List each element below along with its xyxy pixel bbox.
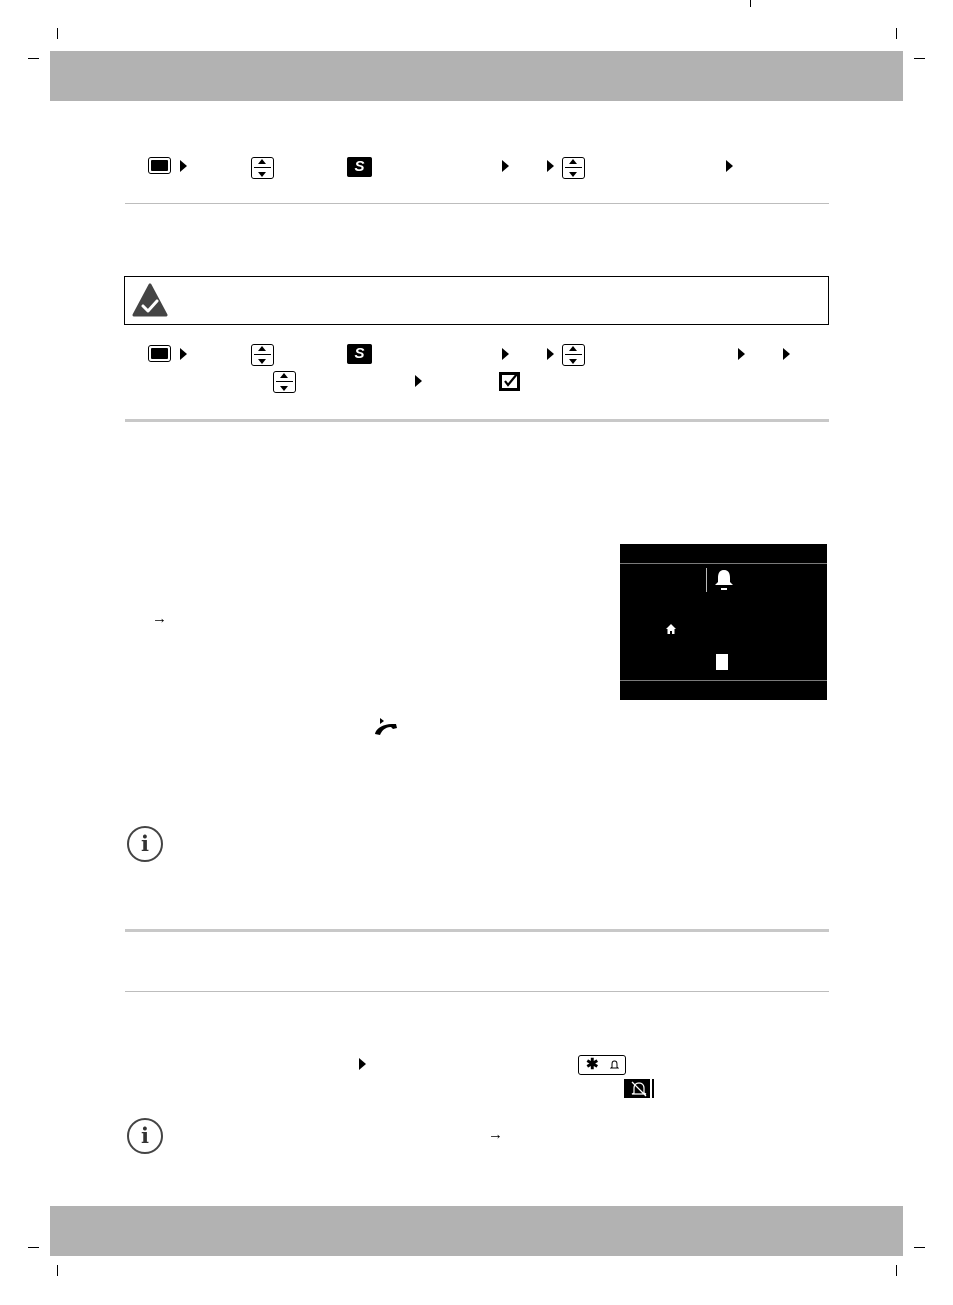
triangle-right-icon	[180, 348, 187, 360]
navigation-key-up-down-icon	[273, 371, 296, 393]
triangle-right-icon	[180, 160, 187, 172]
crop-mark	[896, 28, 897, 39]
settings-s-symbol-icon: S	[347, 157, 372, 177]
triangle-right-icon	[547, 348, 554, 360]
note-box	[124, 276, 829, 325]
checkmark-badge-icon	[132, 283, 168, 319]
end-call-receiver-icon	[372, 716, 400, 738]
triangle-right-icon	[359, 1058, 366, 1070]
header-band	[50, 51, 903, 101]
info-icon: i	[127, 826, 163, 862]
triangle-right-icon	[726, 160, 733, 172]
display-divider	[706, 568, 707, 592]
checkbox-checked-icon	[498, 371, 521, 392]
crop-mark	[57, 28, 58, 39]
home-icon	[665, 623, 677, 635]
crop-mark	[896, 1265, 897, 1276]
battery-icon	[716, 654, 728, 670]
navigation-key-up-down-icon	[251, 344, 274, 366]
crop-mark	[57, 1265, 58, 1276]
footer-band	[50, 1206, 903, 1256]
menu-key-icon	[148, 157, 171, 174]
triangle-right-icon	[415, 375, 422, 387]
navigation-key-up-down-icon	[562, 344, 585, 366]
navigation-key-up-down-icon	[562, 157, 585, 179]
triangle-right-icon	[502, 348, 509, 360]
section-divider	[125, 203, 829, 204]
crop-mark	[914, 58, 925, 59]
crop-mark	[750, 0, 751, 7]
display-divider	[620, 563, 827, 564]
section-divider	[125, 991, 829, 992]
section-divider	[125, 929, 829, 932]
settings-s-symbol-icon: S	[347, 344, 372, 364]
triangle-right-icon	[502, 160, 509, 172]
display-divider	[620, 680, 827, 681]
arrow-right-icon: →	[488, 1126, 503, 1143]
arrow-right-icon: →	[152, 610, 167, 627]
crop-mark	[28, 58, 39, 59]
bell-icon	[713, 568, 735, 591]
menu-key-icon	[148, 345, 171, 362]
info-icon: i	[127, 1118, 163, 1154]
triangle-right-icon	[547, 160, 554, 172]
crop-mark	[28, 1247, 39, 1248]
crop-mark	[914, 1247, 925, 1248]
triangle-right-icon	[783, 348, 790, 360]
section-divider	[125, 419, 829, 422]
navigation-key-up-down-icon	[251, 157, 274, 179]
triangle-right-icon	[738, 348, 745, 360]
handset-display	[620, 544, 827, 700]
bell-icon	[610, 1060, 619, 1070]
star-key-icon: ✱	[578, 1055, 626, 1075]
ringer-off-icon	[624, 1079, 654, 1098]
